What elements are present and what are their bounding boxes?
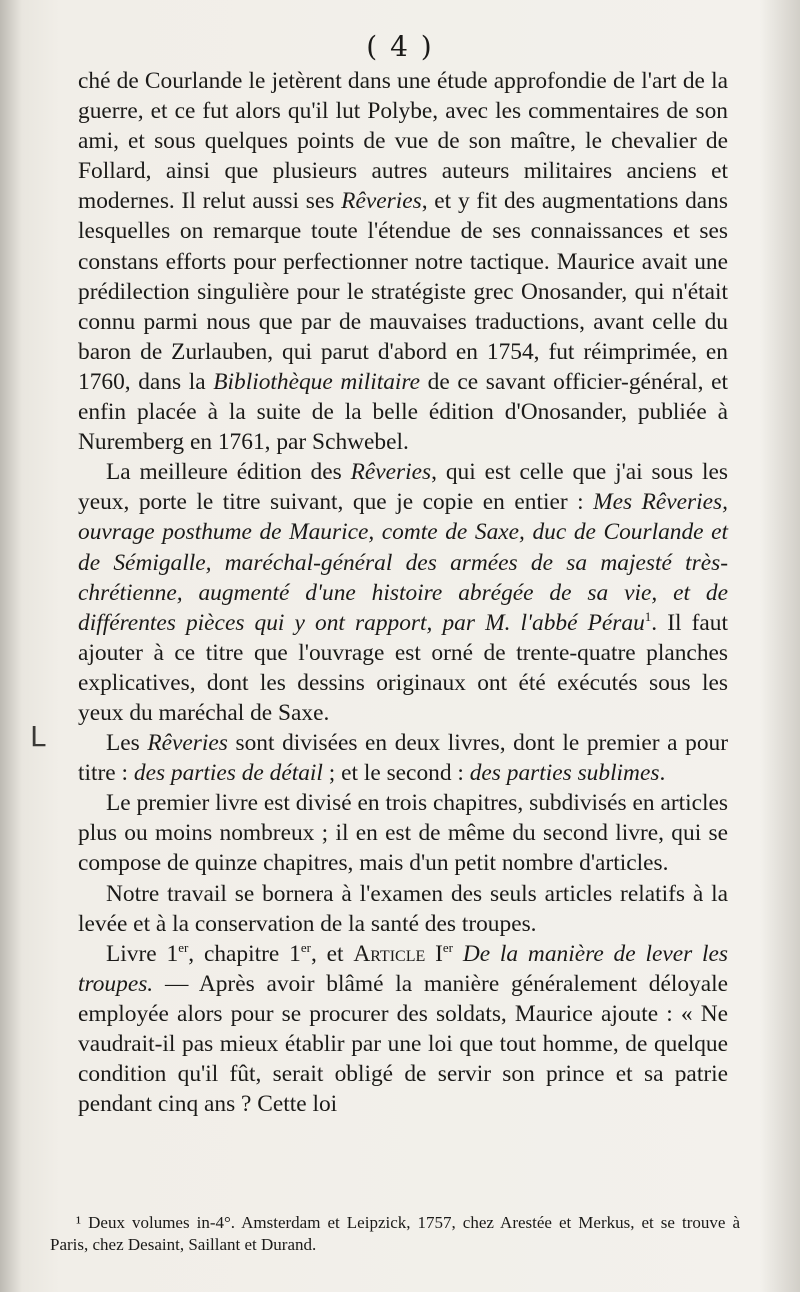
italic-text: Rêveries	[350, 459, 432, 486]
footnotes	[50, 1212, 740, 1256]
paragraph	[78, 728, 728, 788]
paragraph	[78, 939, 728, 1120]
superscript: er	[178, 939, 189, 955]
italic-text: Bibliothèque militaire	[213, 368, 421, 395]
text-run: , et y fit des augmentations dans lesquelles on remarque toute l'étendue de ses connaissances et ses constans efforts pour perfectionner notre tactique. Maurice avait une prédilection singulière pour le stratégiste grec Onosander, qui n'était connu parmi nous que par de mauvaises traductions, avant celle du baron de Zurlauben, qui parut d'abord en 1754, fut réimprimée, en 1760, dans la	[78, 188, 728, 395]
body-text	[78, 66, 728, 1119]
italic-text: des parties sublimes	[469, 760, 660, 787]
italic-text: De la manière de lever les troupes.	[78, 940, 729, 997]
italic-text: des parties de détail	[133, 760, 323, 787]
text-run: La meilleure édition des	[106, 459, 351, 486]
paragraph	[78, 879, 728, 939]
superscript: er	[442, 939, 453, 955]
text-run: sont divisées en deux livres, dont le premier a pour titre :	[78, 730, 729, 787]
text-run: , qui est celle que j'ai sous les yeux, porte le titre suivant, que je copie en entier :	[78, 459, 728, 516]
superscript: 1	[644, 608, 652, 624]
italic-text: Rêveries	[341, 188, 422, 215]
text-run: de ce savant officier-général, et enfin placée à la suite de la belle édition d'Onosander, publiée à Nuremberg en 1761, par Schwebel.	[78, 368, 728, 456]
italic-text: Mes Rêveries, ouvrage posthume de Maurice, comte de Saxe, duc de Courlande et de Sémigalle, maréchal-général des armées de sa majesté très-chrétienne, augmenté d'une histoire abrégée de sa vie, et de différentes pièces qui y ont rapport, par M. l'abbé Pérau	[78, 489, 728, 636]
text-run: . Il faut ajouter à ce titre que l'ouvrage est orné de trente-quatre planches explicatives, dont les dessins originaux ont été exécutés sous les yeux du maréchal de Saxe.	[78, 609, 729, 726]
superscript: er	[300, 939, 311, 955]
text-run: Notre travail se bornera à l'examen des seuls articles relatifs à la levée et à la conservation de la santé des troupes.	[78, 880, 728, 937]
text-run: Article I	[353, 940, 443, 967]
page-number: ( 4 )	[366, 30, 434, 63]
text-run: ; et le second :	[322, 760, 470, 787]
text-run: .	[659, 760, 666, 787]
italic-text: Rêveries	[147, 730, 228, 757]
text-run: Livre 1	[106, 940, 179, 967]
text-run: Le premier livre est divisé en trois chapitres, subdivisés en articles plus ou moins nombreux ; il en est de même du second livre, qui se compose de quinze chapitres, mais d'un petit nombre d'articles.	[78, 790, 728, 877]
text-run: , chapitre 1	[188, 940, 301, 967]
paragraph	[78, 788, 728, 878]
text-run: , et	[310, 940, 354, 967]
text-run: Les	[106, 730, 148, 757]
footnote: ¹ Deux volumes in-4°. Amsterdam et Leipzick, 1757, chez Arestée et Merkus, et se trouve à Paris, chez Desaint, Saillant et Durand.	[50, 1213, 740, 1254]
text-run: ché de Courlande le jetèrent dans une étude approfondie de l'art de la guerre, et ce fut alors qu'il lut Polybe, avec les commentaires de son ami, et sous quelques points de vue de son maître, le chevalier de Follard, ainsi que plusieurs autres auteurs militaires anciens et modernes. Il relut aussi ses	[78, 68, 728, 215]
paragraph	[78, 66, 728, 457]
text-run	[453, 941, 463, 967]
text-run: — Après avoir blâmé la manière généralement déloyale employée alors pour se procurer des soldats, Maurice ajoute : « Ne vaudrait-il pas mieux établir par une loi que tout homme, de quelque condition qu'il fût, serait obligé de servir son prince et sa patrie pendant cinq ans ? Cette loi	[78, 970, 728, 1118]
margin-mark: L	[30, 720, 46, 753]
paragraph	[78, 457, 728, 728]
